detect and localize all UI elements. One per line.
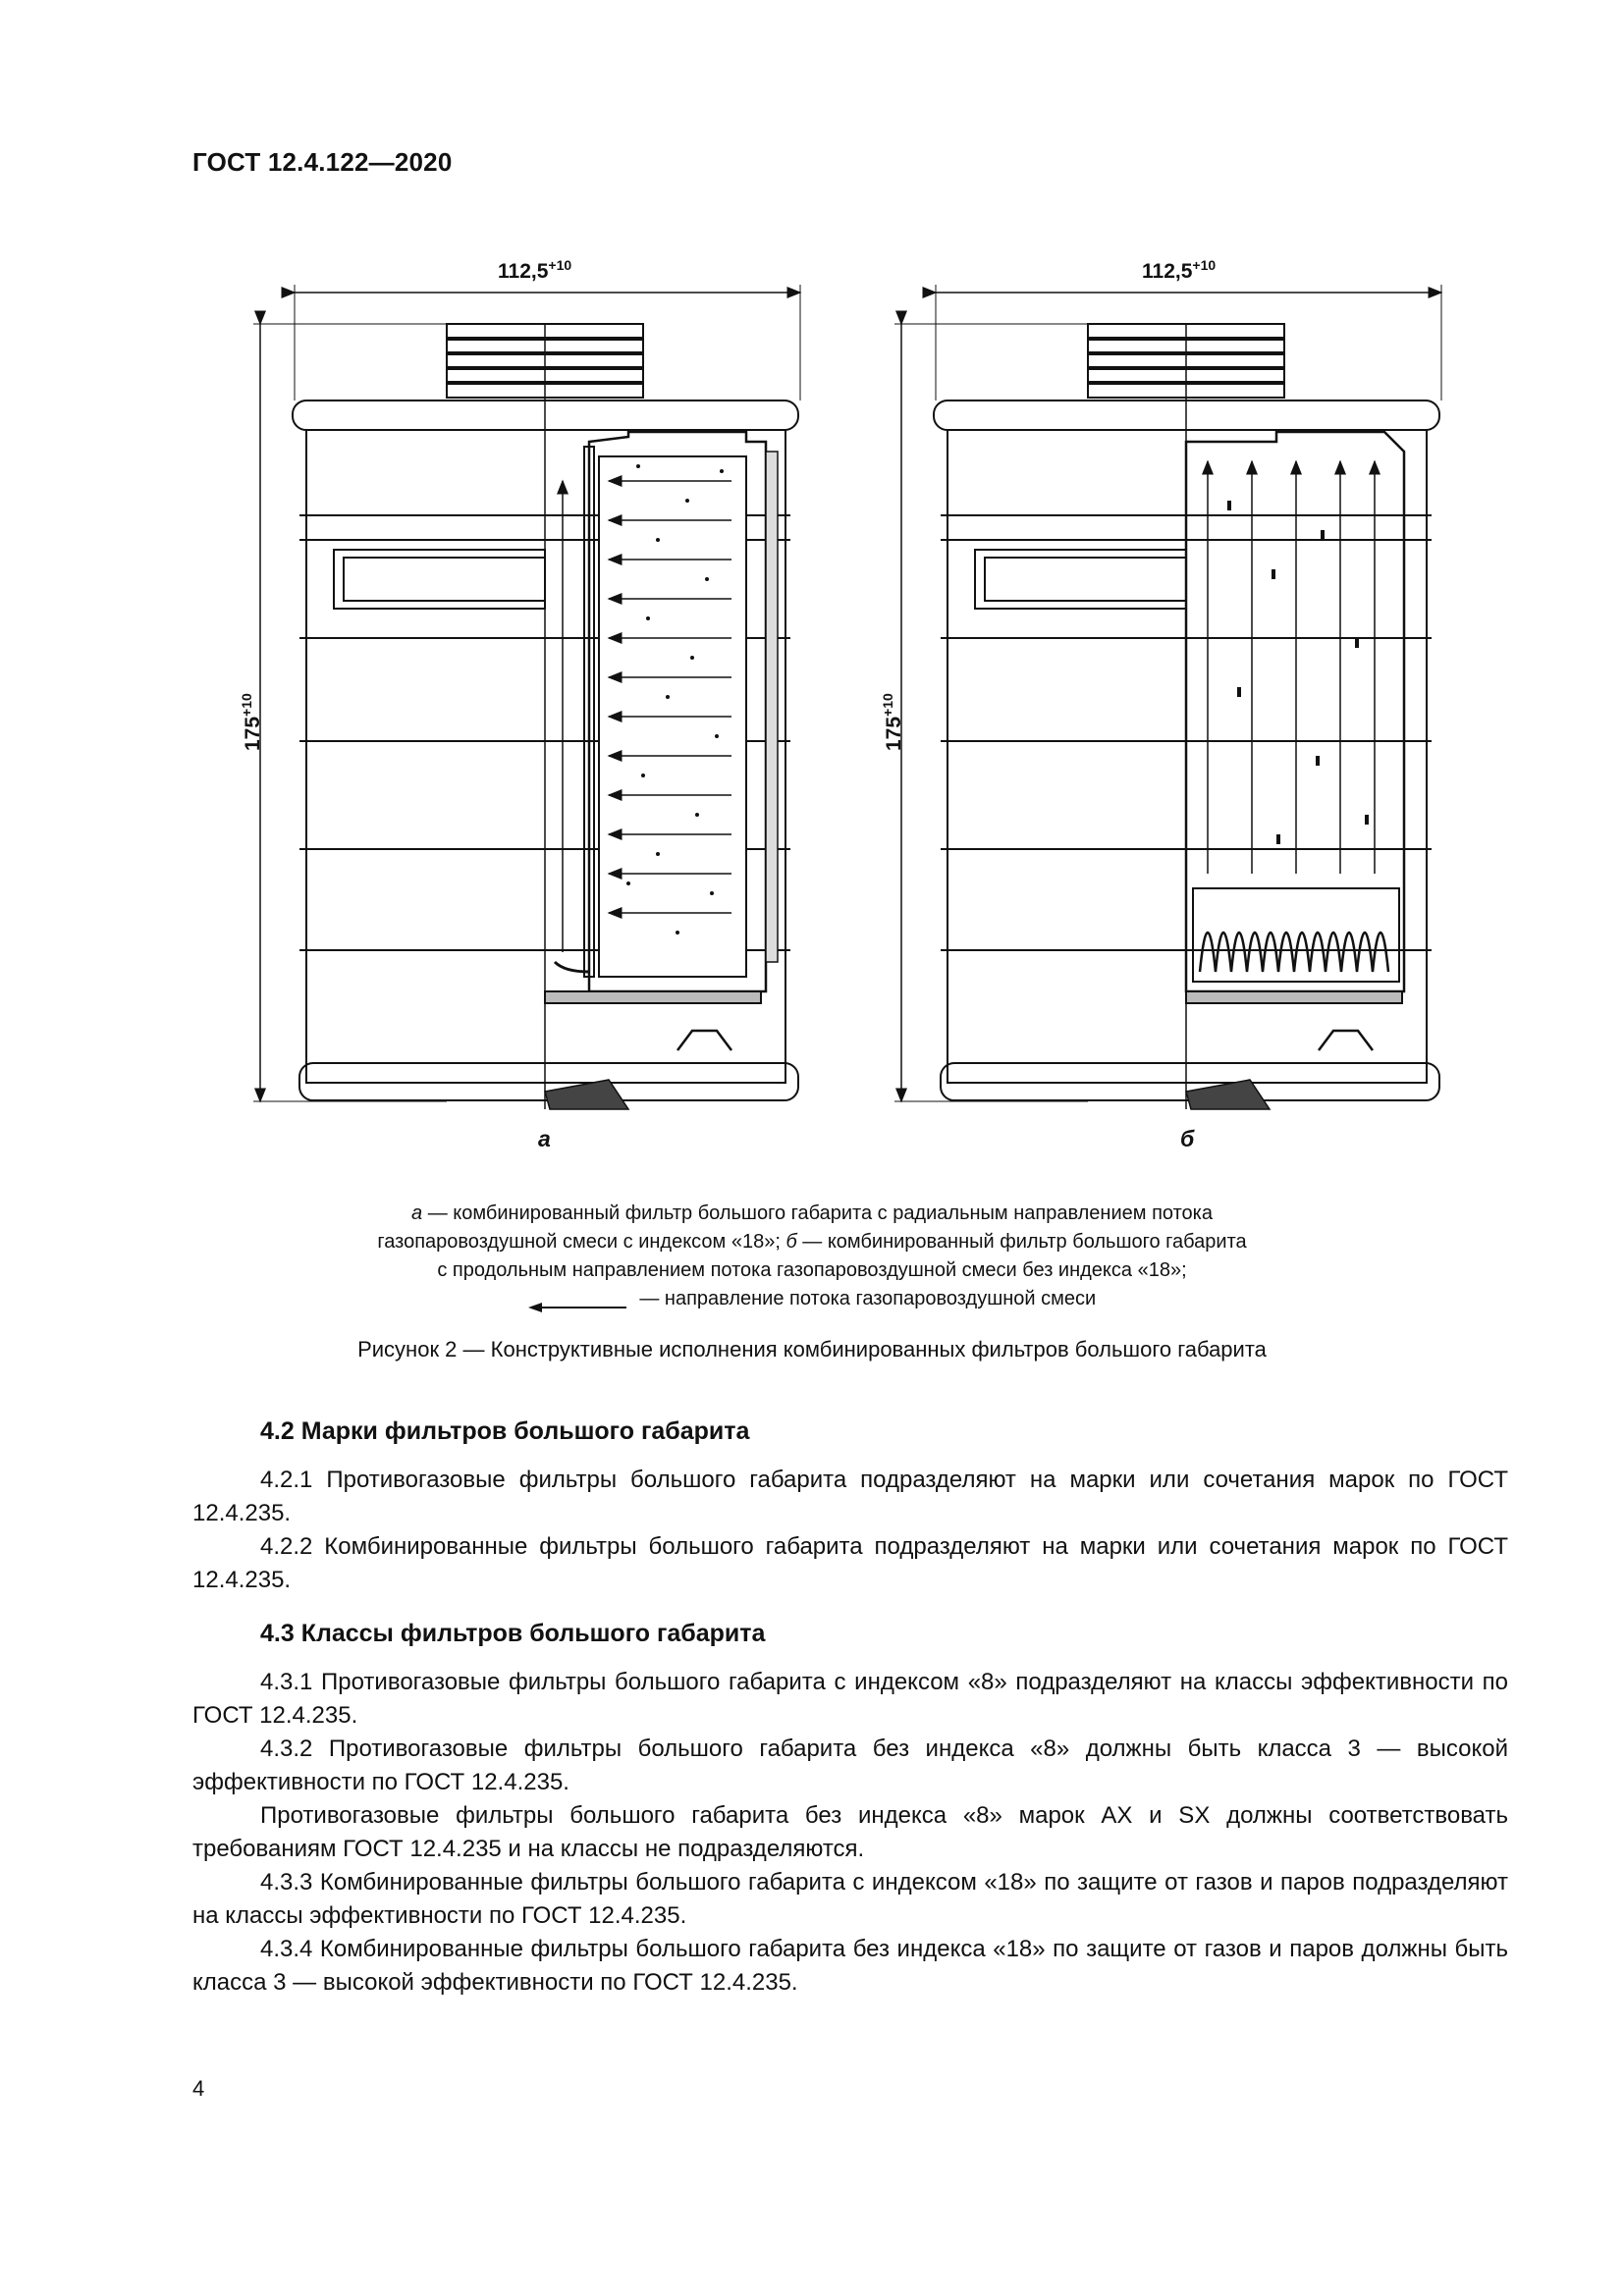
paragraph-4-3-2-note: Противогазовые фильтры большого габарита без индекса «8» марок АХ и SX должны соответствовать требованиям ГОСТ 12.4.235 и на классы не подразделяются. [192, 1802, 1508, 1862]
figure-legend [0, 1200, 1624, 1313]
paragraph-4-3-4: 4.3.4 Комбинированные фильтры большого габарита без индекса «18» по защите от газов и паров должны быть класса 3 — высокой эффективности по ГОСТ 12.4.235. [192, 1936, 1508, 1996]
filter-a-drawing [253, 285, 800, 1109]
height-dimension-b: $175^{+10}$ [880, 693, 905, 751]
section-4-2-title: 4.2 Марки фильтров большого габарита [260, 1417, 750, 1445]
section-4-3-body [192, 1666, 1508, 2000]
section-4-3-title: 4.3 Классы фильтров большого габарита [260, 1620, 766, 1647]
width-dimension-b: $112,5^{+10}$ [1142, 257, 1217, 283]
flow-arrow-icon [528, 1294, 630, 1306]
legend-b-text-1: — комбинированный фильтр большого габарита [796, 1231, 1247, 1253]
legend-arrow-text: — направление потока газопаровоздушной смеси [633, 1288, 1097, 1309]
document-header: ГОСТ 12.4.122—2020 [192, 147, 453, 177]
filter-b-drawing [894, 285, 1441, 1109]
height-dimension-a: $175^{+10}$ [239, 693, 264, 751]
figure-2 [0, 245, 1624, 1168]
page-number: 4 [192, 2076, 205, 2101]
sublabel-a: а [538, 1126, 551, 1151]
width-dimension-a: $112,5^{+10}$ [498, 257, 572, 283]
figure-caption: Рисунок 2 — Конструктивные исполнения комбинированных фильтров большого габарита [357, 1337, 1267, 1362]
legend-key-b: б [785, 1231, 797, 1253]
sublabel-b: б [1180, 1126, 1195, 1151]
legend-a-text-1: — комбинированный фильтр большого габарита с радиальным направлением потока [422, 1202, 1213, 1224]
legend-b-text-2: с продольным направлением потока газопаровоздушной смеси без индекса «18»; [437, 1259, 1187, 1281]
paragraph-4-2-1: 4.2.1 Противогазовые фильтры большого габарита подразделяют на марки или сочетания марок по ГОСТ 12.4.235. [192, 1467, 1508, 1526]
paragraph-4-3-2: 4.3.2 Противогазовые фильтры большого габарита без индекса «8» должны быть класса 3 — высокой эффективности по ГОСТ 12.4.235. [192, 1735, 1508, 1795]
section-4-2-body [192, 1464, 1508, 1597]
paragraph-4-3-1: 4.3.1 Противогазовые фильтры большого габарита с индексом «8» подразделяют на классы эффективности по ГОСТ 12.4.235. [192, 1669, 1508, 1729]
paragraph-4-2-2: 4.2.2 Комбинированные фильтры большого габарита подразделяют на марки или сочетания марок по ГОСТ 12.4.235. [192, 1533, 1508, 1593]
legend-a-text-2: газопаровоздушной смеси с индексом «18»; [377, 1231, 786, 1253]
legend-key-a: а [411, 1202, 423, 1224]
paragraph-4-3-3: 4.3.3 Комбинированные фильтры большого габарита с индексом «18» по защите от газов и паров подразделяют на классы эффективности по ГОСТ 12.4.235. [192, 1869, 1508, 1929]
